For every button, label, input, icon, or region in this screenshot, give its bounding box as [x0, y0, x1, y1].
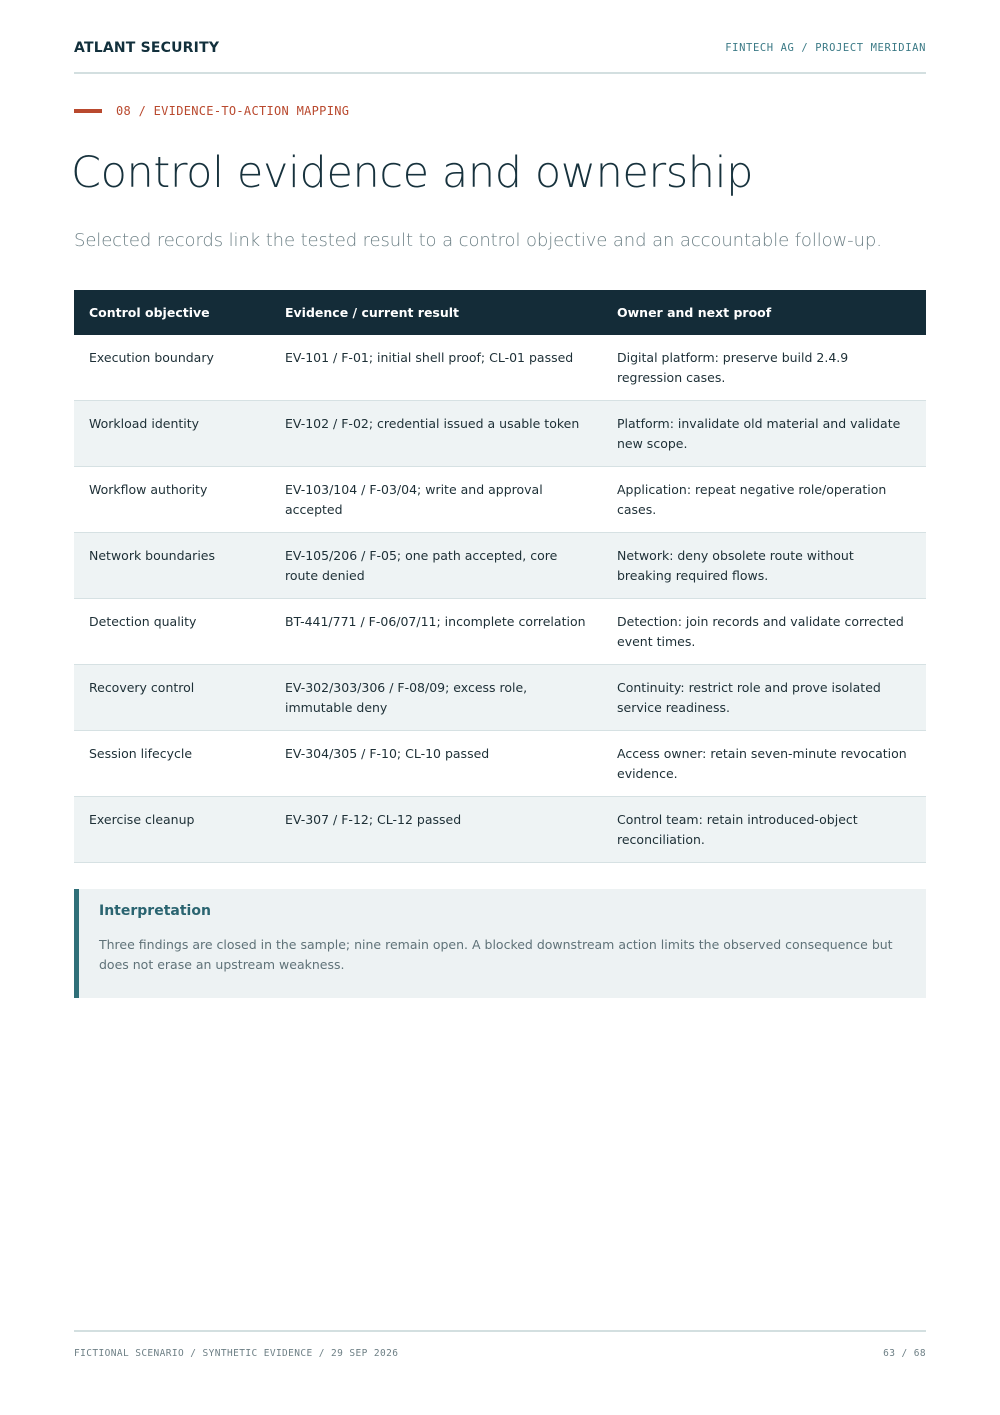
report-page	[71, 0, 926, 1415]
table-row	[74, 335, 926, 401]
evidence-cell: EV-103/104 / F-03/04; write and approval accepted	[270, 467, 602, 533]
table-row	[74, 599, 926, 665]
column-header-evidence: Evidence / current result	[270, 290, 602, 335]
table-row	[74, 401, 926, 467]
callout-text: Three findings are closed in the sample; nine remain open. A blocked downstream action limits the observed consequence but does not erase an upstream weakness.	[99, 937, 893, 972]
table-row	[74, 467, 926, 533]
control-objective-cell: Session lifecycle	[74, 731, 270, 797]
table-row	[74, 665, 926, 731]
table-row	[74, 731, 926, 797]
evidence-cell: EV-101 / F-01; initial shell proof; CL-01 passed	[270, 335, 602, 401]
evidence-cell: EV-302/303/306 / F-08/09; excess role, immutable deny	[270, 665, 602, 731]
page-subtitle: Selected records link the tested result to a control objective and an accountable follow-up.	[74, 230, 882, 251]
table-header-row	[74, 290, 926, 335]
owner-cell: Platform: invalidate old material and validate new scope.	[602, 401, 926, 467]
evidence-cell: EV-307 / F-12; CL-12 passed	[270, 797, 602, 863]
owner-cell: Control team: retain introduced-object reconciliation.	[602, 797, 926, 863]
callout-title: Interpretation	[99, 903, 211, 919]
evidence-cell: EV-304/305 / F-10; CL-10 passed	[270, 731, 602, 797]
page-header	[74, 38, 926, 74]
control-objective-cell: Workflow authority	[74, 467, 270, 533]
control-objective-cell: Detection quality	[74, 599, 270, 665]
section-label: 08 / EVIDENCE-TO-ACTION MAPPING	[116, 104, 350, 118]
client-project-label: FINTECH AG / PROJECT MERIDIAN	[725, 42, 926, 54]
control-objective-cell: Network boundaries	[74, 533, 270, 599]
interpretation-callout	[74, 889, 926, 998]
owner-cell: Network: deny obsolete route without breaking required flows.	[602, 533, 926, 599]
control-objective-cell: Execution boundary	[74, 335, 270, 401]
page-number: 63 / 68	[883, 1348, 926, 1359]
table-row	[74, 533, 926, 599]
evidence-cell: EV-102 / F-02; credential issued a usable token	[270, 401, 602, 467]
page-footer	[74, 1330, 926, 1362]
owner-cell: Digital platform: preserve build 2.4.9 regression cases.	[602, 335, 926, 401]
page-title: Control evidence and ownership	[71, 148, 754, 198]
column-header-owner: Owner and next proof	[602, 290, 926, 335]
control-objective-cell: Workload identity	[74, 401, 270, 467]
owner-cell: Application: repeat negative role/operation cases.	[602, 467, 926, 533]
evidence-cell: BT-441/771 / F-06/07/11; incomplete correlation	[270, 599, 602, 665]
brand-name: ATLANT SECURITY	[74, 40, 220, 56]
section-accent-bar	[74, 109, 102, 113]
owner-cell: Continuity: restrict role and prove isolated service readiness.	[602, 665, 926, 731]
evidence-table	[74, 290, 926, 863]
control-objective-cell: Recovery control	[74, 665, 270, 731]
owner-cell: Detection: join records and validate corrected event times.	[602, 599, 926, 665]
evidence-cell: EV-105/206 / F-05; one path accepted, core route denied	[270, 533, 602, 599]
table-row	[74, 797, 926, 863]
control-objective-cell: Exercise cleanup	[74, 797, 270, 863]
owner-cell: Access owner: retain seven-minute revocation evidence.	[602, 731, 926, 797]
footer-disclaimer: FICTIONAL SCENARIO / SYNTHETIC EVIDENCE / 29 SEP 2026	[74, 1348, 399, 1359]
column-header-control-objective: Control objective	[74, 290, 270, 335]
